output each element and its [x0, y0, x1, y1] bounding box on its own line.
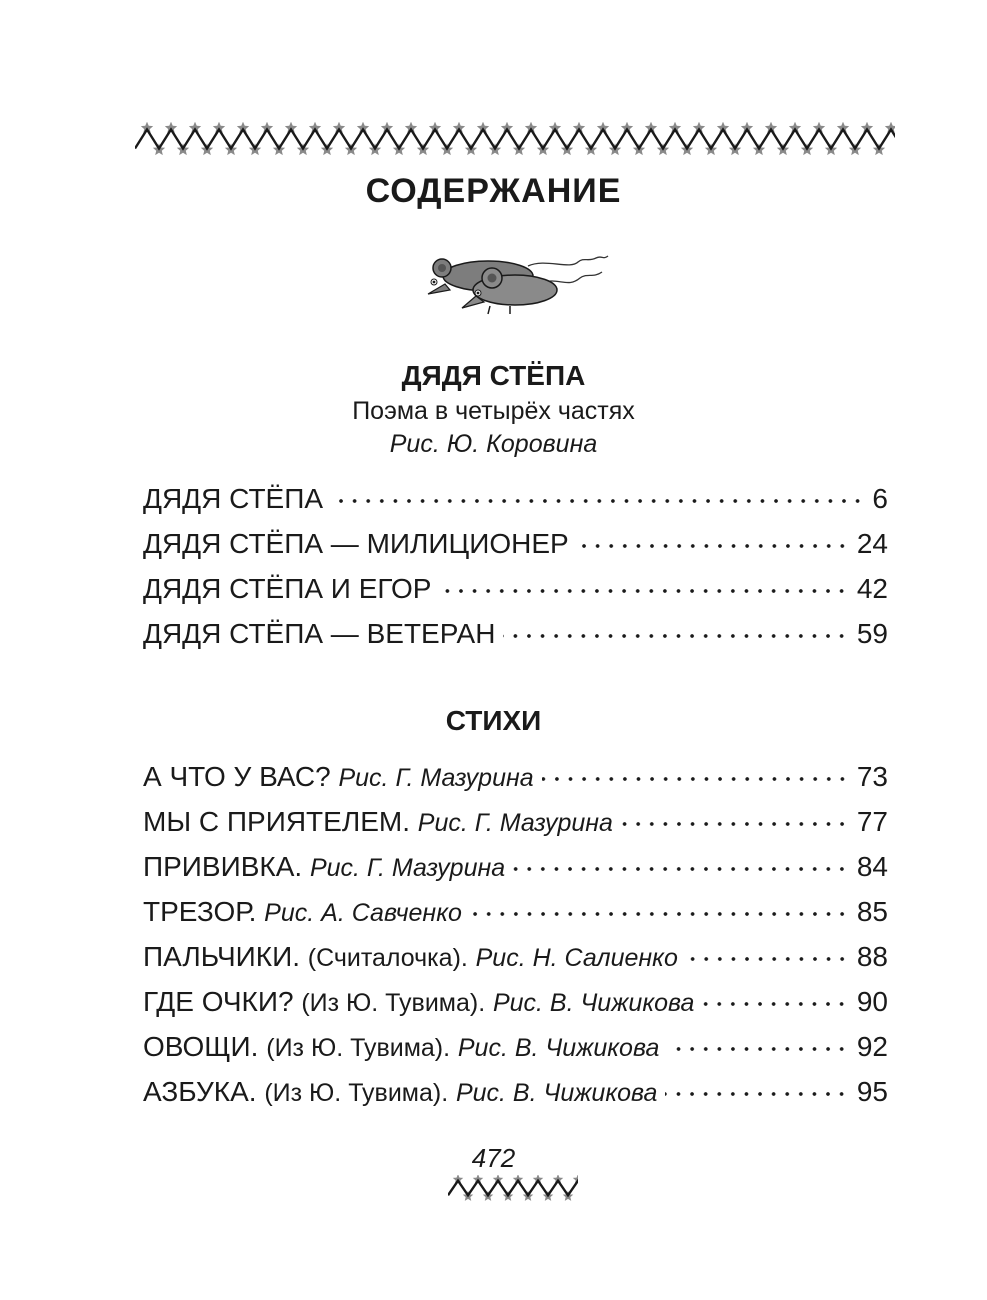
toc-entry[interactable]	[143, 480, 888, 525]
toc-entry-note: (Из Ю. Тувима).	[301, 989, 486, 1017]
dot-leader	[686, 938, 849, 966]
toc-entry-page: 95	[856, 1076, 888, 1107]
section-title-stikhi: СТИХИ	[445, 705, 542, 736]
zigzag-star-border-top	[135, 122, 895, 156]
dot-leader	[503, 615, 848, 643]
toc-entry-page: 24	[856, 528, 888, 559]
toc-entry-title: ОВОЩИ.	[143, 1031, 259, 1062]
toc-entry-title: ТРЕЗОР.	[143, 896, 257, 927]
dot-leader	[665, 1073, 848, 1101]
toc-entry-page: 92	[856, 1031, 888, 1062]
dot-leader	[621, 803, 849, 831]
toc-entry-title: ДЯДЯ СТЁПА — ВЕТЕРАН	[143, 618, 496, 649]
toc-entry-title: ДЯДЯ СТЁПА	[143, 483, 324, 514]
toc-entry-title: ПРИВИВКА.	[143, 851, 303, 882]
toc-entry[interactable]	[143, 1073, 888, 1118]
toc-entry[interactable]	[143, 983, 888, 1028]
zigzag-star-border-bottom	[448, 1175, 578, 1201]
toc-entry-title: ПАЛЬЧИКИ.	[143, 941, 300, 972]
toc-entry[interactable]	[143, 570, 888, 615]
toc-entry[interactable]	[143, 848, 888, 893]
toc-entry-title: ГДЕ ОЧКИ?	[143, 986, 294, 1017]
toc-entry-artist: Рис. Г. Мазурина	[309, 854, 506, 882]
toc-entry-page: 59	[856, 618, 888, 649]
toc-entry-title: АЗБУКА.	[143, 1076, 257, 1107]
dot-leader	[513, 848, 849, 876]
dot-leader	[331, 480, 864, 508]
toc-entry-artist: Рис. В. Чижикова	[457, 1034, 660, 1062]
toc-entry-artist: Рис. В. Чижикова	[492, 989, 695, 1017]
toc-entry-page: 73	[856, 761, 888, 792]
dot-leader	[577, 525, 849, 553]
toc-entry-page: 88	[856, 941, 888, 972]
toc-entry-title: ДЯДЯ СТЁПА — МИЛИЦИОНЕР	[143, 528, 569, 559]
dot-leader	[542, 758, 849, 786]
toc-entry-note: (Из Ю. Тувима).	[264, 1079, 449, 1107]
zigzag-line	[448, 1181, 578, 1196]
toc-entry[interactable]	[143, 938, 888, 983]
page-title: СОДЕРЖАНИЕ	[365, 172, 622, 210]
toc-entry[interactable]	[143, 803, 888, 848]
toc-entry-page: 90	[856, 986, 888, 1017]
section-subtitle: Поэма в четырёх частях	[352, 397, 635, 425]
toc-entry-artist: Рис. Г. Мазурина	[338, 764, 534, 792]
toc-entry-title: А ЧТО У ВАС?	[143, 761, 331, 792]
toc-entry-page: 85	[856, 896, 888, 927]
toc-entry-artist: Рис. В. Чижикова	[455, 1079, 658, 1107]
toc-entry[interactable]	[143, 893, 888, 938]
dot-leader	[667, 1028, 848, 1056]
dot-leader	[702, 983, 848, 1011]
page-number: 472	[471, 1143, 516, 1173]
toc-entry[interactable]	[143, 525, 888, 570]
toc-entry-note: (Считалочка).	[307, 944, 468, 972]
toc-entry[interactable]	[143, 758, 888, 803]
toc-entry-artist: Рис. Н. Салиенко	[475, 944, 678, 972]
toc-entry-title: ДЯДЯ СТЁПА И ЕГОР	[143, 573, 432, 604]
toc-entry-note: (Из Ю. Тувима).	[266, 1034, 451, 1062]
toc-entry[interactable]	[143, 615, 888, 660]
toc-entry-artist: Рис. Г. Мазурина	[417, 809, 613, 837]
dot-leader	[470, 893, 849, 921]
two-mice-illustration	[410, 248, 610, 318]
toc-entry-page: 84	[856, 851, 888, 882]
toc-entry-page: 77	[856, 806, 888, 837]
toc-list-section2	[143, 758, 888, 1118]
dot-leader	[439, 570, 848, 598]
toc-list-section1	[143, 480, 888, 660]
toc-entry-title: МЫ С ПРИЯТЕЛЕМ.	[143, 806, 410, 837]
toc-entry[interactable]	[143, 1028, 888, 1073]
section-illustrator: Рис. Ю. Коровина	[389, 430, 598, 458]
toc-entry-artist: Рис. А. Савченко	[264, 899, 462, 927]
zigzag-line	[135, 129, 895, 148]
section-title-dyadya-styopa: ДЯДЯ СТЁПА	[401, 360, 586, 391]
toc-entry-page: 42	[856, 573, 888, 604]
toc-entry-page: 6	[872, 483, 888, 514]
